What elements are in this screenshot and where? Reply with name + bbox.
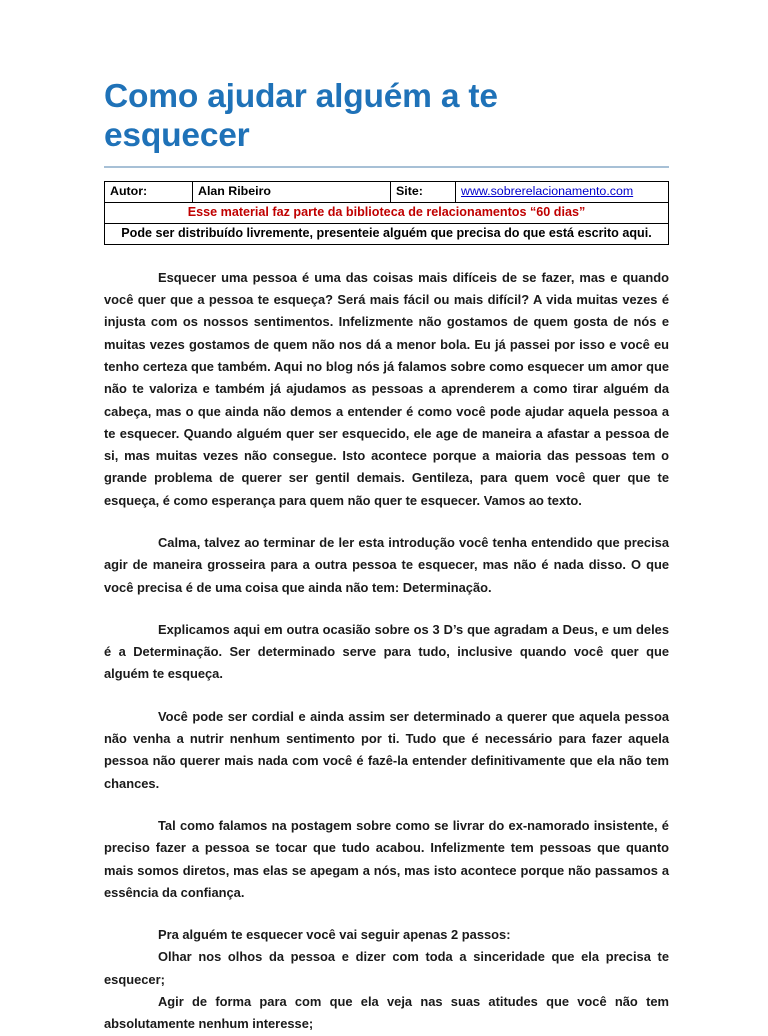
article-body xyxy=(104,267,669,1036)
emphasis-tirar-alguem-cabeca: a como tirar alguém da cabeça xyxy=(104,381,669,419)
table-row xyxy=(105,223,669,244)
emphasis-esquecer-amor: como esquecer um amor que não te valoriza xyxy=(104,358,669,397)
paragraph-1-part-c: e também já ajudamos as pessoas a aprenderem xyxy=(197,381,521,397)
steps-intro-text: Pra alguém te esquecer você vai seguir apenas 2 passos: xyxy=(158,927,511,943)
paragraph-1-part-a: Esquecer uma pessoa é uma das coisas mais difíceis de se fazer, mas e quando você quer que a pessoa te esqueça? Será mais fácil ou mais difícil? A vida muitas vezes é injusta com os nossos sentimentos. Infelizmente não gostamos de quem gosta de nós e muitas vezes gostamos de quem não nos dá a menor bola. Eu já passei por isso e você eu tenho certeza que também. Aqui no blog nós já falamos sobre xyxy=(104,269,669,374)
library-notice: Esse material faz parte da biblioteca de relacionamentos “60 dias” xyxy=(105,202,669,223)
paragraph-2-text: Calma, talvez ao terminar de ler esta introdução você tenha entendido que precisa agir de maneira grosseira para a outra pessoa te esquecer, mas não é nada disso. O que você precisa é de uma coisa que ainda não tem: Determinação. xyxy=(104,534,669,595)
site-value-cell xyxy=(456,181,669,202)
step-1-text: Olhar nos olhos da pessoa e dizer com toda a sinceridade que ela precisa te esquecer; xyxy=(104,949,669,987)
paragraph-4 xyxy=(104,706,669,795)
distribution-notice: Pode ser distribuído livremente, presenteie alguém que precisa do que está escrito aqui. xyxy=(105,223,669,244)
paragraph-1-part-e: , mas o que ainda não demos a entender é como você pode ajudar aquela pessoa a te esquecer. Quando alguém quer ser esquecido, ele age de maneira a afastar a pessoa de si, mas muitas vezes não consegue. Isto acontece porque a maioria das pessoas tem o grande problema de querer ser gentil demais. Gentileza, para quem você quer que te esqueça, é como esperança para quem não quer te esquecer. Vamos ao texto. xyxy=(104,403,669,508)
paragraph-6-steps xyxy=(104,924,669,1035)
document-content xyxy=(104,78,669,1036)
site-link[interactable]: www.sobrerelacionamento.com xyxy=(461,183,634,198)
emphasis-livrar-ex-namorado: como se livrar do ex-namorado insistente xyxy=(395,817,654,833)
paragraph-3 xyxy=(104,619,669,686)
paragraph-5-part-a: Tal como falamos na postagem sobre xyxy=(158,817,396,833)
step-2-text: Agir de forma para com que ela veja nas suas atitudes que você não tem absolutamente nenhum interesse; xyxy=(104,994,669,1032)
steps-intro-line xyxy=(104,924,669,946)
paragraph-3-part-c: , e um deles é a Determinação. Ser determinado serve para tudo, inclusive quando você quer que alguém te esqueça. xyxy=(104,621,669,682)
paragraph-3-part-a: Explicamos aqui em outra ocasião sobre os xyxy=(158,621,433,637)
paragraph-4-text: Você pode ser cordial e ainda assim ser determinado a querer que aquela pessoa não venha a nutrir nenhum sentimento por ti. Tudo que é necessário para fazer aquela pessoa não querer mais nada com você é fazê-la entender definitivamente que ela não tem chances. xyxy=(104,708,669,791)
paragraph-5 xyxy=(104,815,669,904)
table-row xyxy=(105,181,669,202)
site-label: Site: xyxy=(391,181,456,202)
author-value: Alan Ribeiro xyxy=(193,181,391,202)
emphasis-tres-ds: 3 D’s que agradam a Deus xyxy=(432,621,595,637)
paragraph-5-part-c: , é preciso fazer a pessoa se tocar que tudo acabou. Infelizmente tem pessoas que quanto mais somos diretos, mas elas se apegam a nós, mas isto acontece porque não passamos a essência da confiança. xyxy=(104,817,669,900)
table-row xyxy=(105,202,669,223)
page-title: Como ajudar alguém a te esquecer xyxy=(104,78,498,154)
step-1-line xyxy=(104,946,669,991)
paragraph-2 xyxy=(104,532,669,599)
title-divider xyxy=(104,166,669,168)
paragraph-1 xyxy=(104,267,669,512)
author-label: Autor: xyxy=(105,181,193,202)
step-2-line xyxy=(104,991,669,1036)
document-info-table xyxy=(104,181,669,245)
